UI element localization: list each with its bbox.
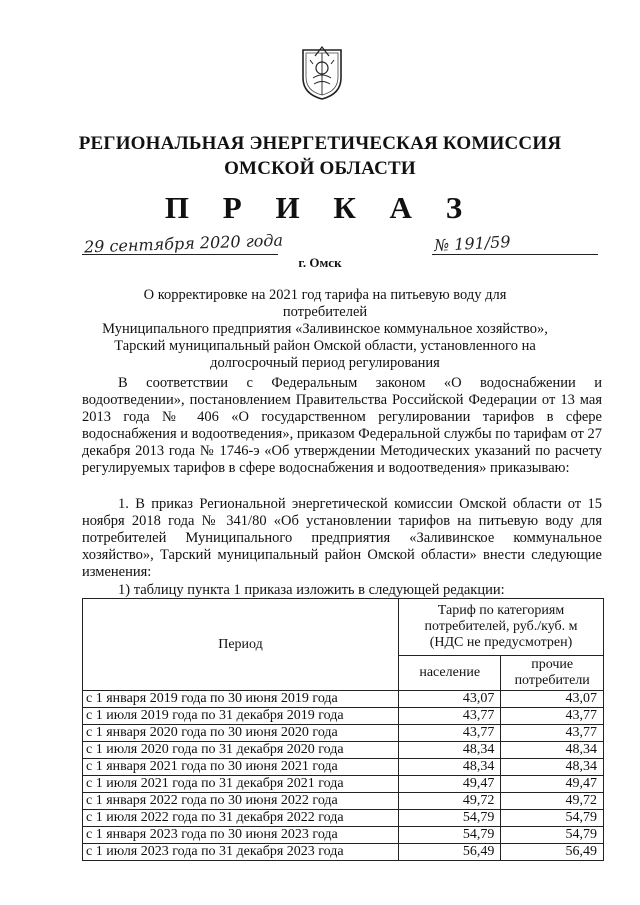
table-row xyxy=(83,725,604,742)
document-title: П Р И К А З xyxy=(164,190,476,225)
item-1-paragraph xyxy=(82,496,602,581)
table-cell-other: 43,77 xyxy=(501,725,604,742)
table-cell-period: с 1 января 2019 года по 30 июня 2019 года xyxy=(83,691,399,708)
table-cell-population: 48,34 xyxy=(399,759,501,776)
table-cell-other: 54,79 xyxy=(501,827,604,844)
subject-line: Тарский муниципальный район Омской области, установленного на xyxy=(114,338,536,354)
organization-name: РЕГИОНАЛЬНАЯ ЭНЕРГЕТИЧЕСКАЯ КОМИССИЯ xyxy=(78,133,562,154)
subject-line: О корректировке на 2021 год тарифа на питьевую воду для потребителей xyxy=(143,287,507,320)
subject-line: Муниципального предприятия «Заливинское коммунальное хозяйство», xyxy=(102,321,548,337)
header-tariff: Тариф по категориям потребителей, руб./куб. м (НДС не предусмотрен) xyxy=(399,599,604,656)
table-row xyxy=(83,742,604,759)
table-cell-population: 43,07 xyxy=(399,691,501,708)
table-cell-other: 48,34 xyxy=(501,759,604,776)
table-row xyxy=(83,776,604,793)
table-cell-period: с 1 января 2023 года по 30 июня 2023 года xyxy=(83,827,399,844)
header-population: население xyxy=(399,656,501,691)
table-cell-period: с 1 июля 2022 года по 31 декабря 2022 года xyxy=(83,810,399,827)
table-cell-population: 49,72 xyxy=(399,793,501,810)
table-cell-other: 54,79 xyxy=(501,810,604,827)
coat-of-arms-icon xyxy=(301,44,343,100)
table-cell-period: с 1 июля 2021 года по 31 декабря 2021 года xyxy=(83,776,399,793)
sub-item-1: 1) таблицу пункта 1 приказа изложить в следующей редакции: xyxy=(118,582,505,598)
table-cell-population: 49,47 xyxy=(399,776,501,793)
tariff-table xyxy=(82,598,604,861)
table-row xyxy=(83,793,604,810)
table-cell-population: 48,34 xyxy=(399,742,501,759)
document-subject xyxy=(100,287,550,372)
table-row xyxy=(83,708,604,725)
table-cell-other: 56,49 xyxy=(501,844,604,861)
preamble-text: В соответствии с Федеральным законом «О водоснабжении и водоотведении», постановлением Правительства Российской Федерации от 13 мая 2013 года № 406 «О государственном регулировании тарифов в сфере водоснабжения и водоотведения», приказом Федеральной службы по тарифам от 27 декабря 2013 года № 1746-э «Об утверждении Методических указаний по расчету регулируемых тарифов в сфере водоснабжения и водоотведения» приказываю: xyxy=(82,375,602,476)
table-cell-period: с 1 июля 2020 года по 31 декабря 2020 года xyxy=(83,742,399,759)
table-cell-period: с 1 июля 2023 года по 31 декабря 2023 года xyxy=(83,844,399,861)
table-row xyxy=(83,759,604,776)
table-cell-population: 54,79 xyxy=(399,827,501,844)
handwritten-number: № 191/59 xyxy=(433,232,511,255)
subject-line: долгосрочный период регулирования xyxy=(210,355,440,371)
table-row xyxy=(83,827,604,844)
header-other-consumers: прочие потребители xyxy=(501,656,604,691)
table-row xyxy=(83,810,604,827)
table-cell-other: 49,72 xyxy=(501,793,604,810)
table-cell-population: 43,77 xyxy=(399,708,501,725)
item-1-text: 1. В приказ Региональной энергетической комиссии Омской области от 15 ноября 2018 года № 341/80 «Об установлении тарифов на питьевую воду для потребителей Муниципального предприятия «Заливинское коммунальное хозяйство», Тарский муниципальный район Омской области» внести следующие изменения: xyxy=(82,496,602,580)
preamble-paragraph xyxy=(82,375,602,477)
table-cell-other: 43,07 xyxy=(501,691,604,708)
table-row xyxy=(83,844,604,861)
table-cell-other: 49,47 xyxy=(501,776,604,793)
table-cell-other: 48,34 xyxy=(501,742,604,759)
organization-region: ОМСКОЙ ОБЛАСТИ xyxy=(224,158,416,179)
table-cell-population: 43,77 xyxy=(399,725,501,742)
table-cell-other: 43,77 xyxy=(501,708,604,725)
table-cell-population: 56,49 xyxy=(399,844,501,861)
table-cell-period: с 1 января 2020 года по 30 июня 2020 года xyxy=(83,725,399,742)
table-cell-period: с 1 января 2021 года по 30 июня 2021 года xyxy=(83,759,399,776)
table-cell-period: с 1 января 2022 года по 30 июня 2022 года xyxy=(83,793,399,810)
city-label: г. Омск xyxy=(298,255,342,270)
table-cell-period: с 1 июля 2019 года по 31 декабря 2019 года xyxy=(83,708,399,725)
table-cell-population: 54,79 xyxy=(399,810,501,827)
handwritten-date: 29 сентября 2020 года xyxy=(83,230,284,257)
table-row xyxy=(83,691,604,708)
header-period: Период xyxy=(83,599,399,691)
